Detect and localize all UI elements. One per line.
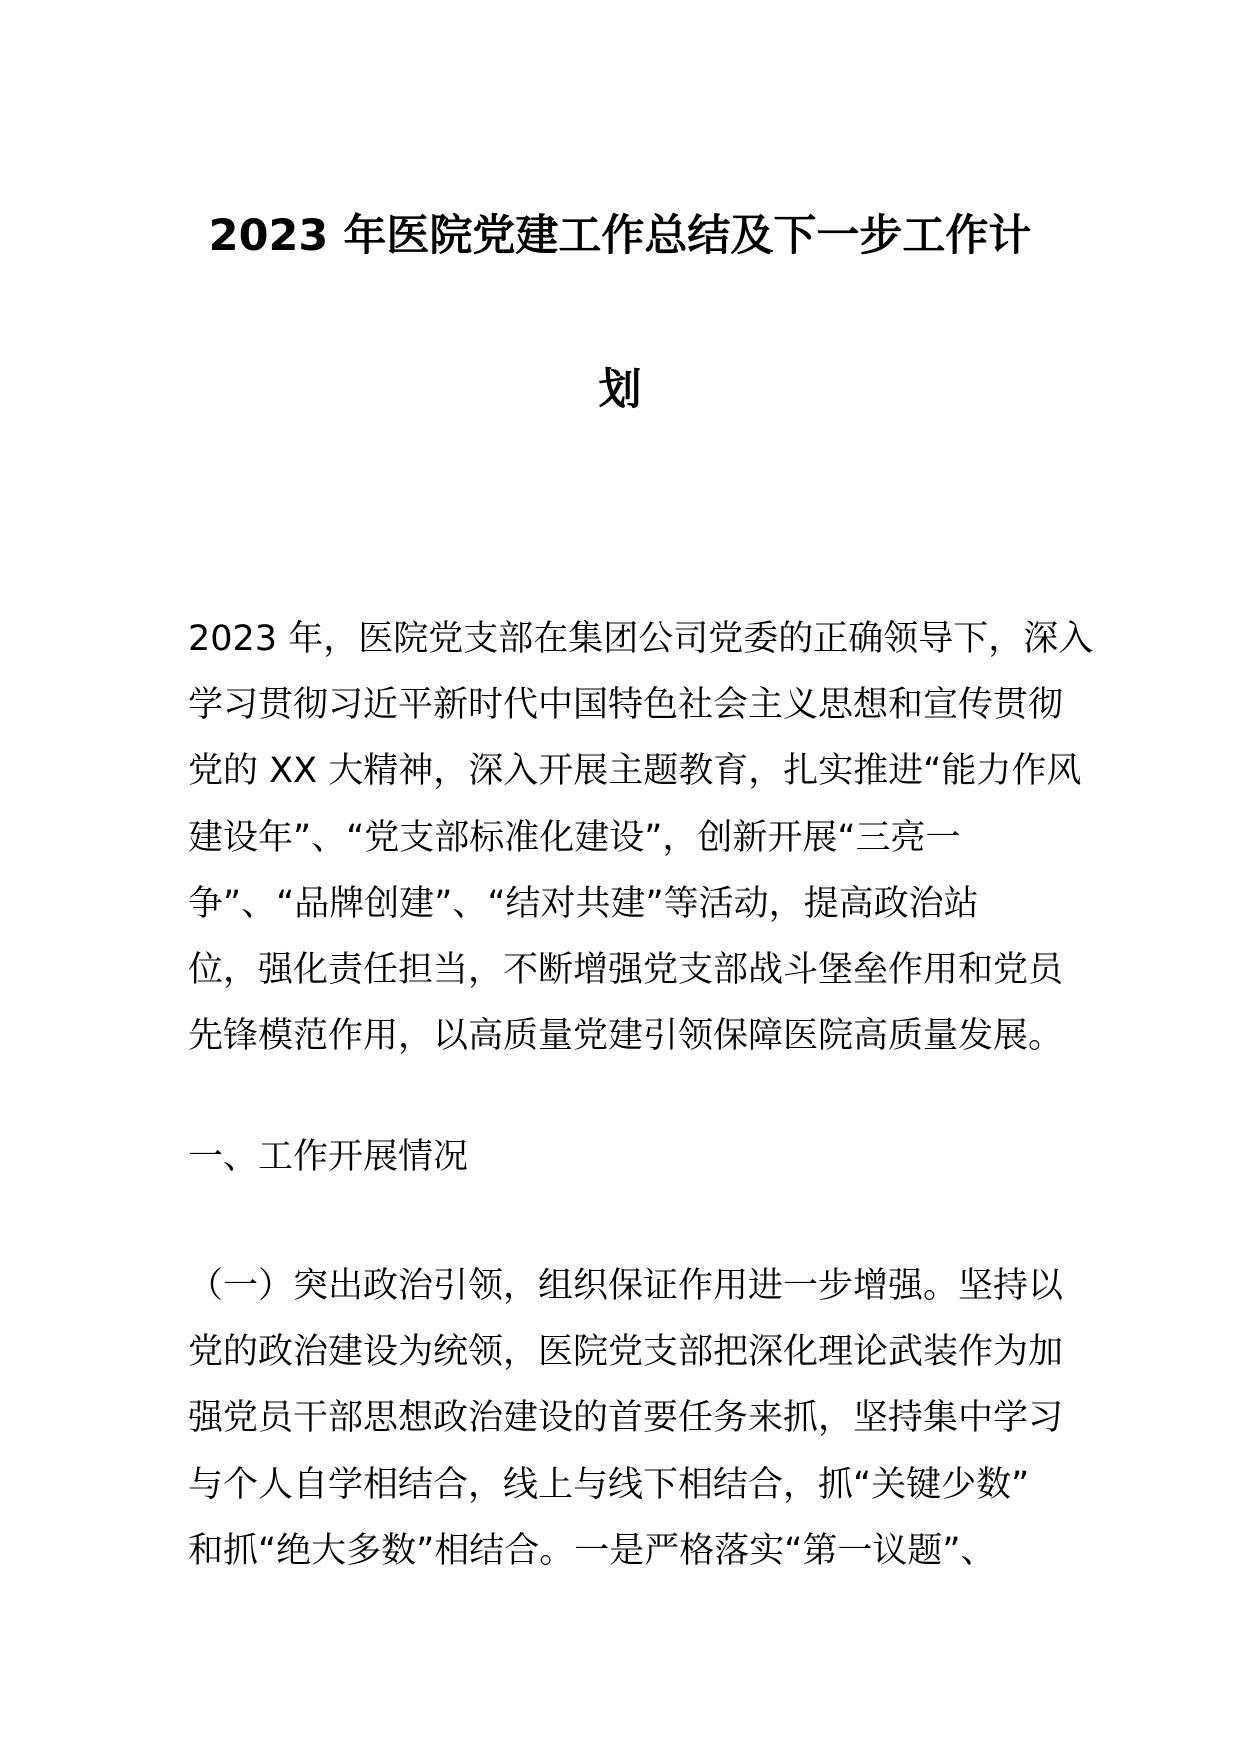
document-title-line-2: 划: [598, 365, 642, 415]
document-title-line-1: 2023 年医院党建工作总结及下一步工作计: [208, 211, 1032, 261]
intro-line: 争”、“品牌创建”、“结对共建”等活动，提高政治站: [188, 883, 979, 924]
section-heading: [188, 1124, 1058, 1190]
intro-paragraph: [188, 606, 1094, 1069]
section1-line: 强党员干部思想政治建设的首要任务来抓，坚持集中学习: [188, 1398, 1064, 1439]
section1-line: 和抓“绝大多数”相结合。一是严格落实“第一议题”、: [188, 1530, 996, 1571]
section1-line: 党的政治建设为统领，医院党支部把深化理论武装作为加: [188, 1332, 1064, 1373]
intro-line: 学习贯彻习近平新时代中国特色社会主义思想和宣传贯彻: [188, 685, 1064, 726]
intro-line: 党的 XX 大精神，深入开展主题教育，扎实推进“能力作风: [188, 751, 1082, 792]
section1-line: （一）突出政治引领，组织保证作用进一步增强。坚持以: [188, 1266, 1064, 1306]
section-heading-text: 一、工作开展情况: [188, 1137, 469, 1177]
intro-line: 2023 年，医院党支部在集团公司党委的正确领导下，深入: [188, 619, 1094, 659]
intro-line: 先锋模范作用，以高质量党建引领保障医院高质量发展。: [188, 1016, 1064, 1057]
section1-paragraph: [188, 1253, 1064, 1584]
intro-line: 建设年”、“党支部标准化建设”，创新开展“三亮一: [188, 817, 961, 858]
intro-line: 位，强化责任担当，不断增强党支部战斗堡垒作用和党员: [188, 949, 1064, 990]
section1-line: 与个人自学相结合，线上与线下相结合，抓“关键少数”: [188, 1464, 1030, 1505]
